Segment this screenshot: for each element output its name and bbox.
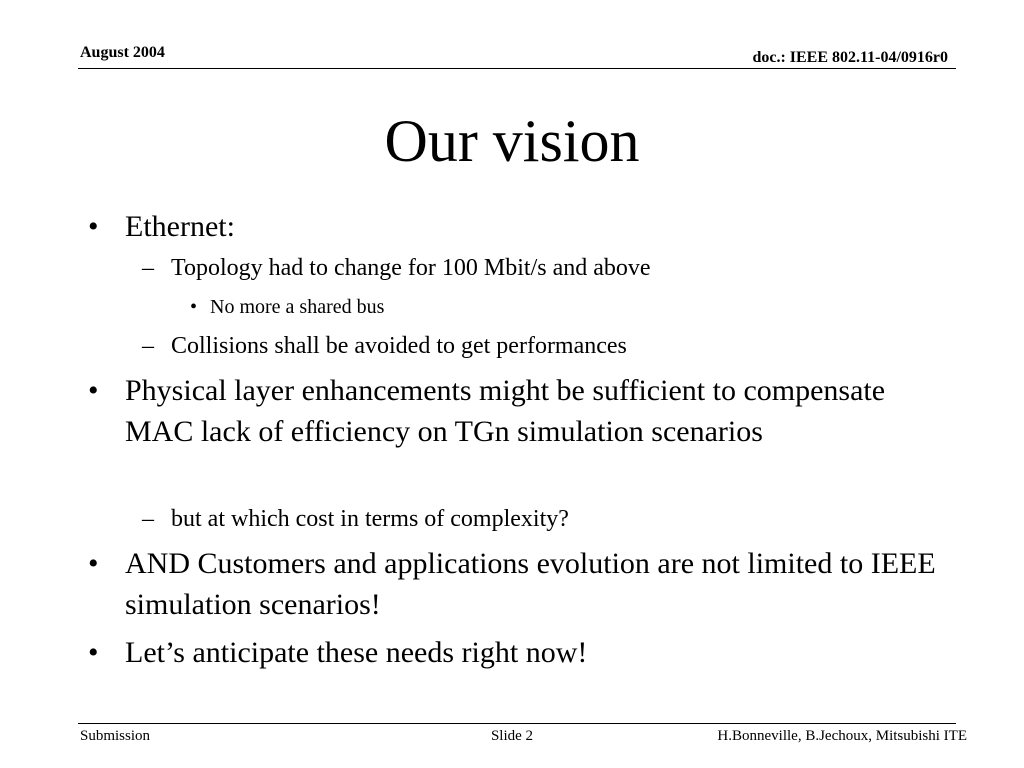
footer-authors: H.Bonneville, B.Jechoux, Mitsubishi ITE [717,728,967,744]
bullet-text: Collisions shall be avoided to get performances [171,333,627,359]
bullet-anticipate [88,632,948,673]
dash-marker: – [142,255,154,281]
dash-marker: – [142,506,154,532]
subsubbullet-shared-bus [190,294,890,320]
bullet-marker: • [190,296,198,318]
bullet-text: Ethernet: [125,210,235,243]
bullet-text: Topology had to change for 100 Mbit/s and above [171,255,651,281]
bullet-text: No more a shared bus [210,296,385,318]
bullet-customers [88,543,948,625]
bullet-marker: • [88,210,99,243]
bullet-ethernet [88,206,948,247]
bullet-text: but at which cost in terms of complexity? [171,506,569,532]
footer-divider [78,723,956,724]
bullet-text: Let’s anticipate these needs right now! [125,636,588,669]
slide-title: Our vision [384,108,640,174]
bullet-text: Physical layer enhancements might be sufficient to compensate MAC lack of efficiency on TGn simulation scenarios [125,374,886,448]
bullet-physical-layer [88,370,948,452]
bullet-marker: • [88,374,99,407]
subbullet-topology [142,253,942,283]
bullet-marker: • [88,636,99,669]
dash-marker: – [142,333,154,359]
header-date: August 2004 [80,44,165,61]
footer-submission: Submission [80,728,151,744]
bullet-marker: • [88,547,99,580]
footer-slide-number: Slide 2 [490,728,534,744]
header-doc-id: doc.: IEEE 802.11-04/0916r0 [752,49,948,66]
subbullet-cost [142,504,942,534]
bullet-text: AND Customers and applications evolution are not limited to IEEE simulation scenarios! [125,547,936,621]
subbullet-collisions [142,331,942,361]
